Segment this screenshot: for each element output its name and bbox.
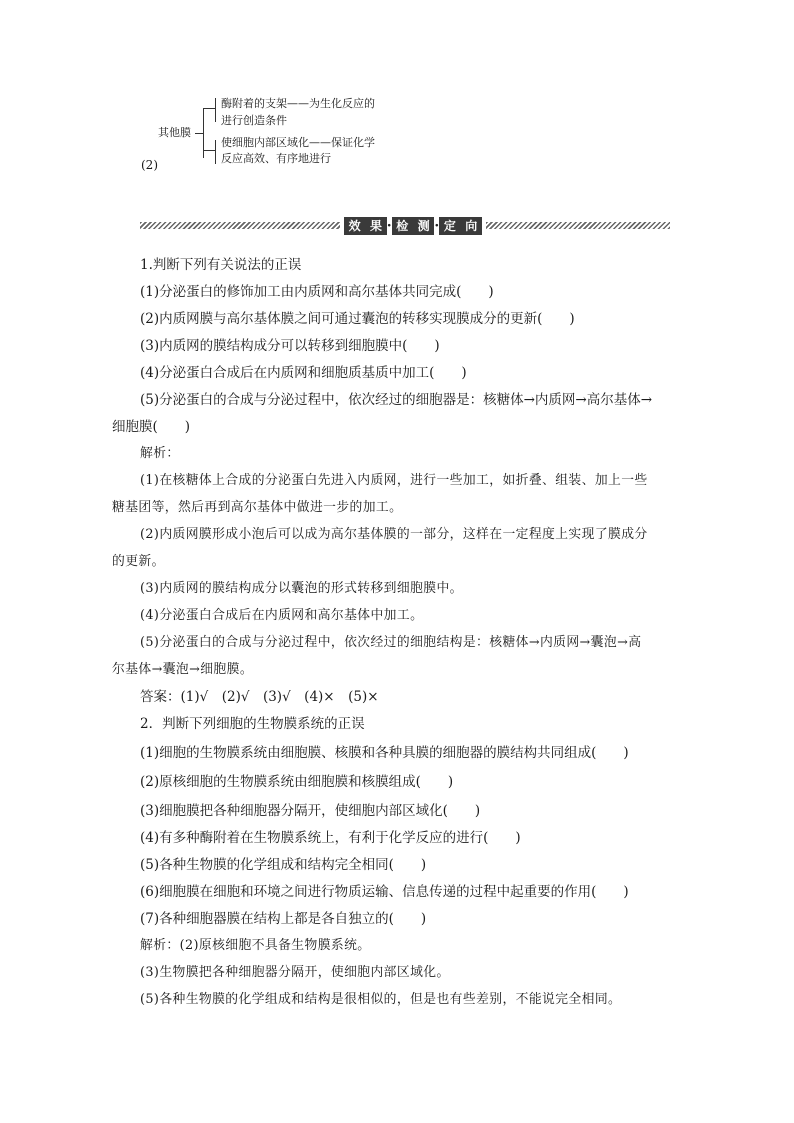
diagram-sub-brace-1 xyxy=(215,98,216,122)
q2-analysis-3: (5)各种生物膜的化学组成和结构是很相似的，但是也有些差别，不能说完全相同。 xyxy=(140,992,622,1007)
q2-item-3: (3)细胞膜把各种细胞器分隔开，使细胞内部区域化( ) xyxy=(140,803,481,819)
banner-char-3: 检 xyxy=(392,217,413,235)
section-banner xyxy=(140,216,670,236)
q1-title: 1.判断下列有关说法的正误 xyxy=(140,257,302,273)
q2-item-4: (4)有多种酶附着在生物膜系统上，有利于化学反应的进行( ) xyxy=(140,830,521,846)
banner-char-2: 果 xyxy=(365,217,386,235)
q1-analysis-2-cont: 的更新。 xyxy=(112,554,165,569)
q1-analysis-label: 解析： xyxy=(140,446,180,461)
q1-item-5: (5)分泌蛋白的合成与分泌过程中，依次经过的细胞器是：核糖体→内质网→高尔基体→ xyxy=(140,392,653,408)
q2-title: 2．判断下列细胞的生物膜系统的正误 xyxy=(140,716,365,732)
q1-analysis-3: (3)内质网的膜结构成分以囊泡的形式转移到细胞膜中。 xyxy=(140,581,463,596)
q1-analysis-2: (2)内质网膜形成小泡后可以成为高尔基体膜的一部分，这样在一定程度上实现了膜成分 xyxy=(140,527,648,542)
q1-analysis-5: (5)分泌蛋白的合成与分泌过程中，依次经过的细胞结构是：核糖体→内质网→囊泡→高 xyxy=(140,635,642,650)
banner-dot-2: · xyxy=(434,218,440,234)
diagram-branch-1-line-2: 进行创造条件 xyxy=(221,114,287,127)
banner-stripe-right xyxy=(486,222,670,229)
diagram-sub-brace-2 xyxy=(215,140,216,164)
q2-analysis-2: (3)生物膜把各种细胞器分隔开，使细胞内部区域化。 xyxy=(140,965,450,980)
q2-analysis-1: 解析：(2)原核细胞不具备生物膜系统。 xyxy=(140,938,371,953)
q1-analysis-1: (1)在核糖体上合成的分泌蛋白先进入内质网，进行一些加工，如折叠、组装、加上一些 xyxy=(140,473,648,488)
banner-title xyxy=(344,216,482,236)
diagram-connector xyxy=(195,133,203,134)
diagram-branch-2-line-2: 反应高效、有序地进行 xyxy=(221,152,331,165)
q2-item-7: (7)各种细胞器膜在结构上都是各自独立的( ) xyxy=(140,911,427,927)
q1-analysis-5-cont: 尔基体→囊泡→细胞膜。 xyxy=(112,662,254,677)
q1-item-3: (3)内质网的膜结构成分可以转移到细胞膜中( ) xyxy=(140,338,440,354)
diagram-label: 其他膜 xyxy=(158,126,191,139)
q1-item-5-cont: 细胞膜( ) xyxy=(112,419,191,435)
diagram-brace-bottom xyxy=(203,150,215,151)
q2-item-2: (2)原核细胞的生物膜系统由细胞膜和核膜组成( ) xyxy=(140,774,454,790)
q2-item-5: (5)各种生物膜的化学组成和结构完全相同( ) xyxy=(140,857,427,873)
q1-item-1: (1)分泌蛋白的修饰加工由内质网和高尔基体共同完成( ) xyxy=(140,284,494,300)
banner-stripe-left xyxy=(140,222,340,229)
q1-analysis-4: (4)分泌蛋白合成后在内质网和高尔基体中加工。 xyxy=(140,608,424,623)
banner-char-4: 测 xyxy=(413,217,434,235)
diagram-branch-1-line-1: 酶附着的支架——为生化反应的 xyxy=(221,97,375,110)
diagram-branch-2-line-1: 使细胞内部区域化——保证化学 xyxy=(221,136,375,149)
banner-char-5: 定 xyxy=(439,217,460,235)
q1-item-4: (4)分泌蛋白合成后在内质网和细胞质基质中加工( ) xyxy=(140,365,467,381)
diagram-brace-top xyxy=(203,108,215,109)
q1-answer: 答案：(1)√ (2)√ (3)√ (4)× (5)× xyxy=(140,689,379,705)
q2-item-6: (6)细胞膜在细胞和环境之间进行物质运输、信息传递的过程中起重要的作用( ) xyxy=(140,884,629,900)
banner-char-1: 效 xyxy=(344,217,365,235)
q2-item-1: (1)细胞的生物膜系统由细胞膜、核膜和各种具膜的细胞器的膜结构共同组成( ) xyxy=(140,745,629,761)
banner-dot-1: · xyxy=(386,218,392,234)
banner-char-6: 向 xyxy=(461,217,482,235)
q1-analysis-1-cont: 糖基团等，然后再到高尔基体中做进一步的加工。 xyxy=(112,500,403,515)
diagram-number: (2) xyxy=(141,158,158,172)
q1-item-2: (2)内质网膜与高尔基体膜之间可通过囊泡的转移实现膜成分的更新( ) xyxy=(140,311,575,327)
